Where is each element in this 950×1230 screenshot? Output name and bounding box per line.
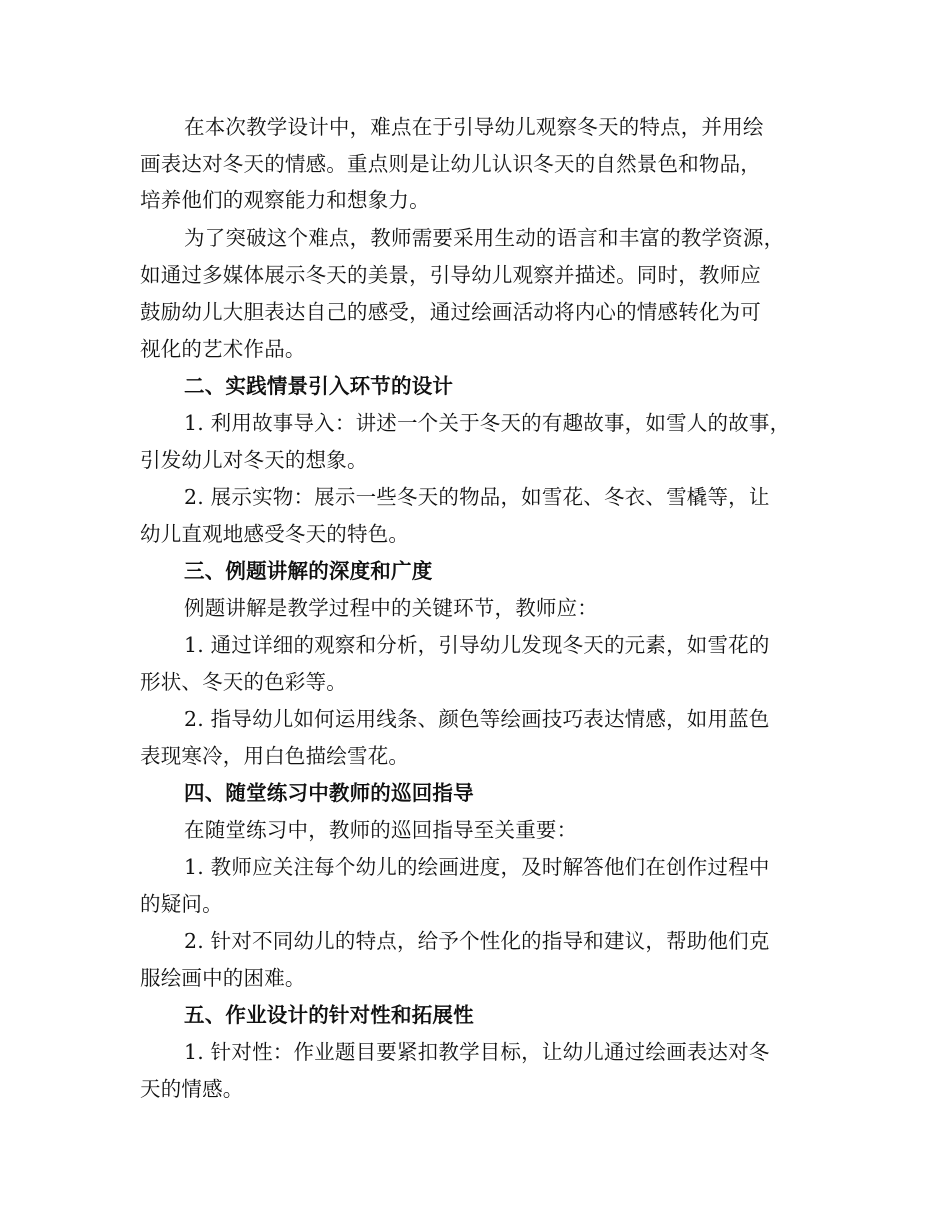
list-item-line: 表现寒冷，用白色描绘雪花。 xyxy=(140,744,410,768)
list-item-line: 服绘画中的困难。 xyxy=(140,966,306,990)
list-item-line: 天的情感。 xyxy=(140,1077,244,1101)
section-heading: 五、作业设计的针对性和拓展性 xyxy=(184,1003,474,1027)
paragraph-line: 在本次教学设计中，难点在于引导幼儿观察冬天的特点，并用绘 xyxy=(184,115,764,139)
list-item-line: 2. 针对不同幼儿的特点，给予个性化的指导和建议，帮助他们克 xyxy=(184,929,770,953)
paragraph-line: 培养他们的观察能力和想象力。 xyxy=(140,188,430,212)
paragraph-line: 在随堂练习中，教师的巡回指导至关重要： xyxy=(184,818,578,842)
list-item-line: 的疑问。 xyxy=(140,892,223,916)
section-heading: 三、例题讲解的深度和广度 xyxy=(184,559,433,583)
paragraph-line: 画表达对冬天的情感。重点则是让幼儿认识冬天的自然景色和物品， xyxy=(140,152,761,176)
paragraph-line: 视化的艺术作品。 xyxy=(140,337,306,361)
paragraph-line: 如通过多媒体展示冬天的美景，引导幼儿观察并描述。同时，教师应 xyxy=(140,263,761,287)
list-item-line: 1. 针对性：作业题目要紧扣教学目标，让幼儿通过绘画表达对冬 xyxy=(184,1040,770,1064)
paragraph-line: 为了突破这个难点，教师需要采用生动的语言和丰富的教学资源， xyxy=(184,226,785,250)
list-item-line: 形状、冬天的色彩等。 xyxy=(140,670,347,694)
paragraph-line: 例题讲解是教学过程中的关键环节，教师应： xyxy=(184,596,598,620)
section-heading: 二、实践情景引入环节的设计 xyxy=(184,374,454,398)
paragraph-line: 鼓励幼儿大胆表达自己的感受，通过绘画活动将内心的情感转化为可 xyxy=(140,300,761,324)
list-item-line: 2. 指导幼儿如何运用线条、颜色等绘画技巧表达情感，如用蓝色 xyxy=(184,707,770,731)
list-item-line: 1. 通过详细的观察和分析，引导幼儿发现冬天的元素，如雪花的 xyxy=(184,633,770,657)
list-item-line: 1. 利用故事导入：讲述一个关于冬天的有趣故事，如雪人的故事， xyxy=(184,411,791,435)
list-item-line: 1. 教师应关注每个幼儿的绘画进度，及时解答他们在创作过程中 xyxy=(184,855,770,879)
list-item-line: 幼儿直观地感受冬天的特色。 xyxy=(140,522,410,546)
list-item-line: 2. 展示实物：展示一些冬天的物品，如雪花、冬衣、雪橇等，让 xyxy=(184,485,770,509)
section-heading: 四、随堂练习中教师的巡回指导 xyxy=(184,781,474,805)
list-item-line: 引发幼儿对冬天的想象。 xyxy=(140,448,368,472)
